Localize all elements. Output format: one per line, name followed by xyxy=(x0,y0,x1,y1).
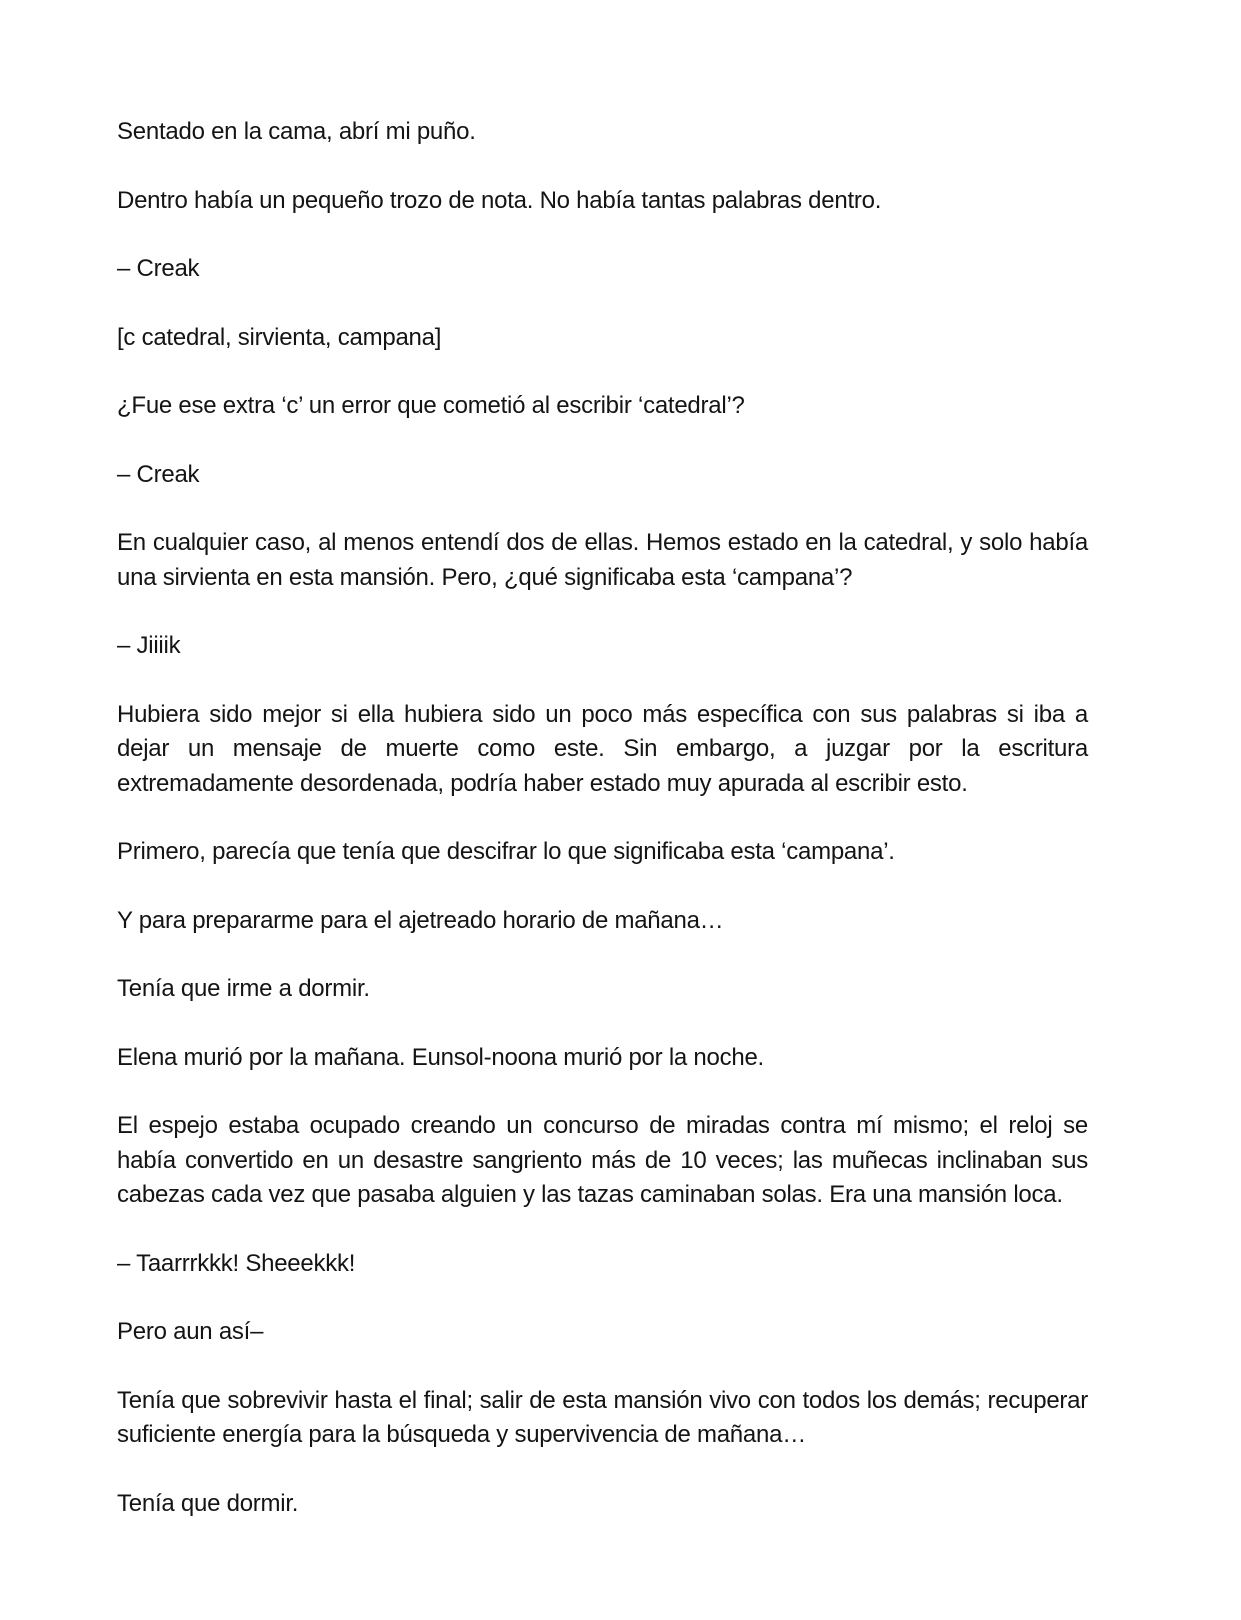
paragraph: Tenía que dormir. xyxy=(117,1489,299,1517)
sound-effect-line: – Creak xyxy=(117,255,200,282)
document-body xyxy=(117,115,1088,1521)
paragraph: Tenía que irme a dormir. xyxy=(117,975,370,1002)
paragraph: Y para prepararme para el ajetreado horario de mañana… xyxy=(117,906,724,934)
paragraph: Pero aun así– xyxy=(117,1318,264,1345)
paragraph: Sentado en la cama, abrí mi puño. xyxy=(117,118,476,145)
paragraph: Hubiera sido mejor si ella hubiera sido un poco más específica con sus palabras si iba a dejar un mensaje de muerte como este. Sin embargo, a juzgar por la escritura extremadamente desordenada, podría haber estado muy apurada al escribir esto. xyxy=(117,700,1088,797)
paragraph: El espejo estaba ocupado creando un concurso de miradas contra mí mismo; el reloj se había convertido en un desastre sangriento más de 10 veces; las muñecas inclinaban sus cabezas cada vez que pasaba alguien y las tazas caminaban solas. Era una mansión loca. xyxy=(117,1112,1088,1208)
paragraph: ¿Fue ese extra ‘c’ un error que cometió al escribir ‘catedral’? xyxy=(117,392,745,419)
paragraph: Primero, parecía que tenía que descifrar lo que significaba esta ‘campana’. xyxy=(117,838,895,865)
paragraph: Tenía que sobrevivir hasta el final; salir de esta mansión vivo con todos los demás; recuperar suficiente energía para la búsqueda y supervivencia de mañana… xyxy=(117,1386,1088,1448)
sound-effect-line: – Jiiiik xyxy=(117,632,181,659)
paragraph: En cualquier caso, al menos entendí dos de ellas. Hemos estado en la catedral, y solo había una sirvienta en esta mansión. Pero, ¿qué significaba esta ‘campana’? xyxy=(117,529,1088,591)
sound-effect-line: – Taarrrkkk! Sheeekkk! xyxy=(117,1249,356,1277)
paragraph: Elena murió por la mañana. Eunsol-noona murió por la noche. xyxy=(117,1043,764,1071)
note-text: [c catedral, sirvienta, campana] xyxy=(117,323,442,351)
sound-effect-line: – Creak xyxy=(117,460,200,488)
paragraph: Dentro había un pequeño trozo de nota. No había tantas palabras dentro. xyxy=(117,186,882,214)
